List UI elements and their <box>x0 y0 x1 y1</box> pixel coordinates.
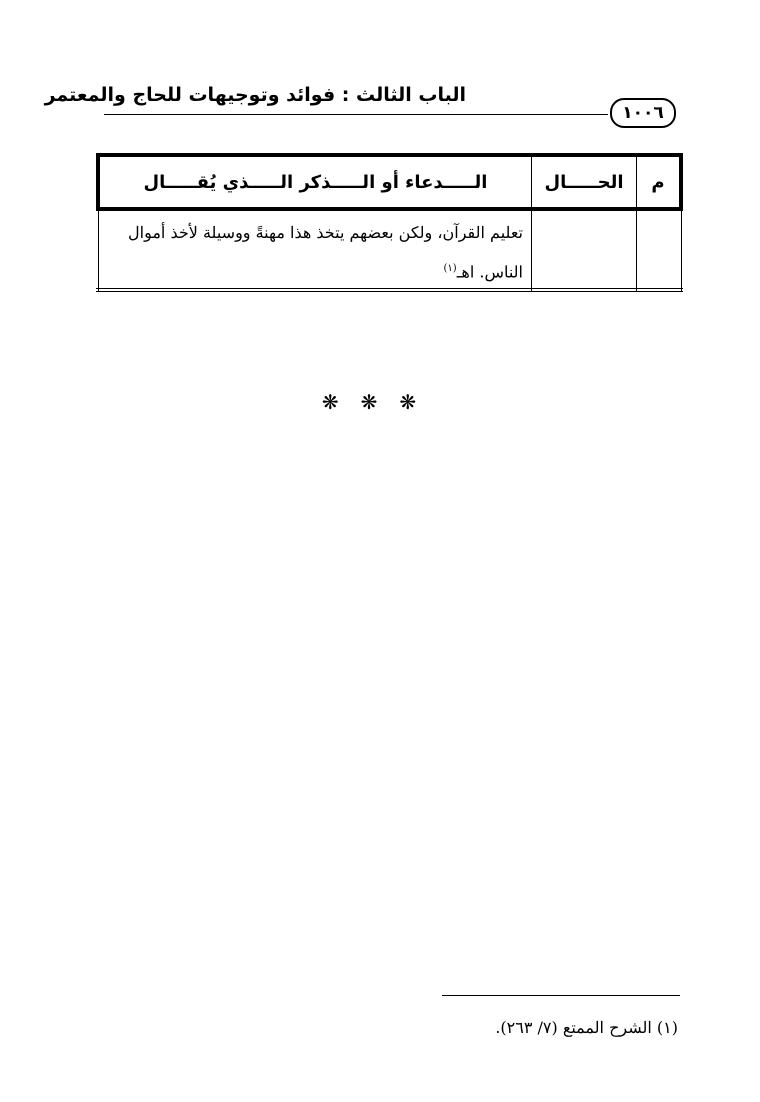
page-header <box>44 78 678 126</box>
cell-supplication <box>98 209 532 292</box>
supplication-table <box>96 153 683 291</box>
table-bottom-rule <box>96 288 683 292</box>
cell-number <box>637 209 682 292</box>
column-header-supplication: الـــــدعاء أو الـــــذكر الـــــذي يُقـــــال <box>98 155 532 209</box>
chapter-title: الباب الثالث : فوائد وتوجيهات للحاج والمعتمر <box>44 84 466 106</box>
table-header-row <box>98 155 681 209</box>
section-separator: ❋❋❋ <box>321 390 439 414</box>
header-rule <box>104 114 608 115</box>
column-header-number: م <box>637 155 682 209</box>
column-header-state: الحـــــال <box>532 155 637 209</box>
page-number: ١٠٠٦ <box>610 98 676 128</box>
footnote: (١) الشرح الممتع (٧/ ٢٦٣). <box>495 1018 678 1037</box>
supplication-text: تعليم القرآن، ولكن بعضهم يتخذ هذا مهنةً ووسيلة لأخذ أموال الناس. اهـ <box>128 223 523 282</box>
footnote-ref: (١) <box>443 263 457 274</box>
table-row <box>98 209 681 292</box>
footnote-rule <box>442 995 680 996</box>
cell-state <box>532 209 637 292</box>
